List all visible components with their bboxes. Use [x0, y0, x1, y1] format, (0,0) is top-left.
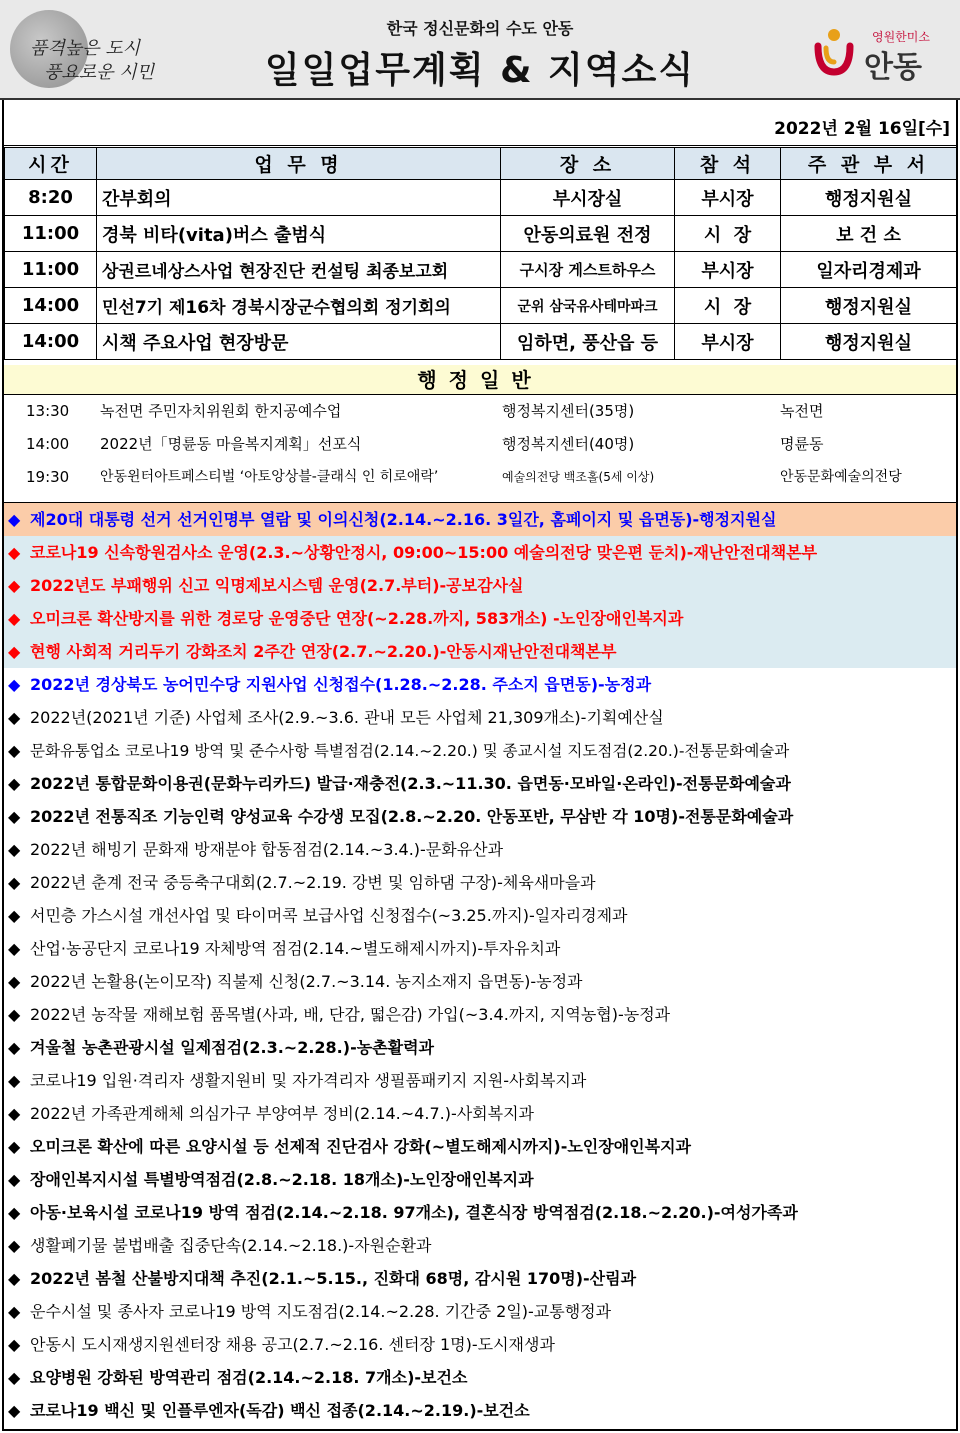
- cell-dept: 행정지원실: [781, 324, 957, 360]
- cell-place: 안동의료원 전정: [501, 216, 675, 252]
- news-list: [4, 502, 956, 1427]
- table-row: [5, 324, 957, 360]
- admin-time: 19:30: [26, 468, 70, 486]
- list-item: [4, 569, 956, 602]
- diamond-bullet-icon: ◆: [8, 1038, 21, 1057]
- news-text: 장애인복지시설 특별방역점검(2.8.~2.18. 18개소)-노인장애인복지과: [30, 1170, 534, 1189]
- cell-time: 11:00: [5, 216, 97, 252]
- list-item: [4, 1295, 956, 1328]
- cell-task: 경북 비타(vita)버스 출범식: [97, 216, 501, 252]
- news-text: 운수시설 및 종사자 코로나19 방역 지도점검(2.14.~2.28. 기간중 2일)-교통행정과: [30, 1302, 612, 1321]
- schedule-header-row: [5, 148, 957, 180]
- report-date: 2022년 2월 16일[수]: [4, 112, 956, 146]
- admin-time: 13:30: [26, 402, 70, 420]
- admin-place: 행정복지센터(40명): [502, 435, 635, 453]
- list-item: [4, 503, 956, 536]
- diamond-bullet-icon: ◆: [8, 939, 21, 958]
- news-text: 겨울철 농촌관광시설 일제점검(2.3.~2.28.)-농촌활력과: [30, 1038, 434, 1057]
- diamond-bullet-icon: ◆: [8, 1137, 21, 1156]
- list-item: [4, 1064, 956, 1097]
- news-text: 2022년 춘계 전국 중등축구대회(2.7.~2.19. 강변 및 임하댐 구장)-체육새마을과: [30, 873, 596, 892]
- admin-list: [4, 396, 956, 496]
- news-text: 2022년 통합문화이용권(문화누리카드) 발급·재충전(2.3.~11.30. 읍면동·모바일·온라인)-전통문화예술과: [30, 774, 791, 793]
- diamond-bullet-icon: ◆: [8, 1401, 21, 1420]
- col-header-attendee: 참 석: [675, 148, 781, 180]
- admin-task: 녹전면 주민자치위원회 한지공예수업: [100, 402, 342, 420]
- list-item: [4, 602, 956, 635]
- list-item: [4, 1031, 956, 1064]
- news-text: 코로나19 신속항원검사소 운영(2.3.~상황안정시, 09:00~15:00 예술의전당 맞은편 둔치)-재난안전대책본부: [30, 543, 818, 562]
- news-text: 요양병원 강화된 방역관리 점검(2.14.~2.18. 7개소)-보건소: [30, 1368, 468, 1387]
- list-item: [4, 1262, 956, 1295]
- cell-task: 민선7기 제16차 경북시장군수협의회 정기회의: [97, 288, 501, 324]
- cell-attendee: 시 장: [675, 216, 781, 252]
- cell-task: 간부회의: [97, 180, 501, 216]
- news-text: 2022년(2021년 기준) 사업체 조사(2.9.~3.6. 관내 모든 사업체 21,309개소)-기획예산실: [30, 708, 664, 727]
- diamond-bullet-icon: ◆: [8, 873, 21, 892]
- cell-time: 11:00: [5, 252, 97, 288]
- cell-time: 14:00: [5, 288, 97, 324]
- document-body: [2, 100, 958, 1431]
- diamond-bullet-icon: ◆: [8, 576, 21, 595]
- diamond-bullet-icon: ◆: [8, 1005, 21, 1024]
- cell-place: 구시장 게스트하우스: [501, 252, 675, 288]
- schedule-table: [4, 147, 957, 360]
- diamond-bullet-icon: ◆: [8, 1236, 21, 1255]
- list-item: [4, 1130, 956, 1163]
- list-item: [4, 1097, 956, 1130]
- diamond-bullet-icon: ◆: [8, 1104, 21, 1123]
- cell-dept: 보 건 소: [781, 216, 957, 252]
- list-item: [4, 1361, 956, 1394]
- news-text: 2022년 봄철 산불방지대책 추진(2.1.~5.15., 진화대 68명, 감시원 170명)-산림과: [30, 1269, 637, 1288]
- andong-brand-logo: [812, 22, 942, 85]
- diamond-bullet-icon: ◆: [8, 1302, 21, 1321]
- news-text: 2022년 논활용(논이모작) 직불제 신청(2.7.~3.14. 농지소재지 읍면동)-농정과: [30, 972, 583, 991]
- table-row: [5, 180, 957, 216]
- page-title: 일일업무계획 & 지역소식: [264, 50, 696, 91]
- news-text: 코로나19 입원·격리자 생활지원비 및 자가격리자 생필품패키지 지원-사회복지과: [30, 1071, 587, 1090]
- news-text: 오미크론 확산에 따른 요양시설 등 선제적 진단검사 강화(~별도해제시까지)-노인장애인복지과: [30, 1137, 691, 1156]
- admin-dept: 안동문화예술의전당: [780, 469, 902, 485]
- admin-task: 2022년「명륜동 마을복지계획」선포식: [100, 435, 362, 453]
- cell-place: 부시장실: [501, 180, 675, 216]
- cell-attendee: 부시장: [675, 180, 781, 216]
- news-text: 서민층 가스시설 개선사업 및 타이머콕 보급사업 신청접수(~3.25.까지)-일자리경제과: [30, 906, 628, 925]
- admin-time: 14:00: [26, 435, 70, 453]
- news-text: 아동·보육시설 코로나19 방역 점검(2.14.~2.18. 97개소), 결혼식장 방역점검(2.18.~2.20.)-여성가족과: [30, 1203, 798, 1222]
- diamond-bullet-icon: ◆: [8, 1203, 21, 1222]
- list-item: [4, 833, 956, 866]
- list-item: [4, 866, 956, 899]
- col-header-time: 시간: [5, 148, 97, 180]
- table-row: [5, 252, 957, 288]
- news-text: 2022년 해빙기 문화재 방재분야 합동점검(2.14.~3.4.)-문화유산과: [30, 840, 504, 859]
- list-item: [4, 899, 956, 932]
- news-text: 안동시 도시재생지원센터장 채용 공고(2.7.~2.16. 센터장 1명)-도시재생과: [30, 1335, 555, 1354]
- cell-time: 8:20: [5, 180, 97, 216]
- list-item: [4, 1328, 956, 1361]
- news-text: 2022년 경상북도 농어민수당 지원사업 신청접수(1.28.~2.28. 주소지 읍면동)-농정과: [30, 675, 652, 694]
- news-text: 오미크론 확산방지를 위한 경로당 운영중단 연장(~2.28.까지, 583개소) -노인장애인복지과: [30, 609, 684, 628]
- slogan-line-2: 풍요로운 시민: [44, 62, 155, 83]
- news-text: 2022년 농작물 재해보험 품목별(사과, 배, 단감, 떫은감) 가입(~3.4.까지, 지역농협)-농정과: [30, 1005, 671, 1024]
- admin-task: 안동윈터아트페스티벌 ‘아토앙상블-클래식 인 히로애락’: [100, 469, 439, 485]
- list-item: [4, 1163, 956, 1196]
- list-item: [4, 701, 956, 734]
- header-subtitle: 한국 정신문화의 수도 안동: [386, 19, 574, 38]
- diamond-bullet-icon: ◆: [8, 708, 21, 727]
- diamond-bullet-icon: ◆: [8, 774, 21, 793]
- diamond-bullet-icon: ◆: [8, 972, 21, 991]
- list-item: [4, 734, 956, 767]
- diamond-bullet-icon: ◆: [8, 543, 21, 562]
- news-text: 생활폐기물 불법배출 집중단속(2.14.~2.18.)-자원순환과: [30, 1236, 432, 1255]
- cell-task: 시책 주요사업 현장방문: [97, 324, 501, 360]
- list-item: [4, 800, 956, 833]
- list-item: [4, 536, 956, 569]
- col-header-place: 장 소: [501, 148, 675, 180]
- admin-dept: 녹전면: [780, 402, 824, 420]
- news-text: 2022년 가족관계해체 의심가구 부양여부 정비(2.14.~4.7.)-사회복지과: [30, 1104, 535, 1123]
- diamond-bullet-icon: ◆: [8, 807, 21, 826]
- col-header-dept: 주 관 부 서: [781, 148, 957, 180]
- diamond-bullet-icon: ◆: [8, 642, 21, 661]
- list-item: [4, 998, 956, 1031]
- diamond-bullet-icon: ◆: [8, 741, 21, 760]
- cell-time: 14:00: [5, 324, 97, 360]
- col-header-task: 업 무 명: [97, 148, 501, 180]
- cell-attendee: 부시장: [675, 252, 781, 288]
- diamond-bullet-icon: ◆: [8, 1368, 21, 1387]
- diamond-bullet-icon: ◆: [8, 510, 21, 529]
- diamond-bullet-icon: ◆: [8, 1170, 21, 1189]
- list-item: [4, 1394, 956, 1427]
- cell-attendee: 부시장: [675, 324, 781, 360]
- page-header: [0, 0, 960, 100]
- table-row: [5, 216, 957, 252]
- diamond-bullet-icon: ◆: [8, 840, 21, 859]
- cell-attendee: 시 장: [675, 288, 781, 324]
- smile-logo-icon: [812, 26, 856, 76]
- list-item: [4, 965, 956, 998]
- news-text: 문화유통업소 코로나19 방역 및 준수사항 특별점검(2.14.~2.20.) 및 종교시설 지도점검(2.20.)-전통문화예술과: [30, 742, 790, 760]
- diamond-bullet-icon: ◆: [8, 1335, 21, 1354]
- cell-place: 임하면, 풍산읍 등: [501, 324, 675, 360]
- list-item: [4, 932, 956, 965]
- diamond-bullet-icon: ◆: [8, 609, 21, 628]
- news-text: 2022년도 부패행위 신고 익명제보시스템 운영(2.7.부터)-공보감사실: [30, 576, 524, 595]
- news-text: 제20대 대통령 선거 선거인명부 열람 및 이의신청(2.14.~2.16. 3일간, 홈페이지 및 읍면동)-행정지원실: [30, 510, 777, 529]
- slogan-line-1: 품격높은 도시: [30, 38, 141, 59]
- cell-dept: 행정지원실: [781, 288, 957, 324]
- cell-dept: 일자리경제과: [781, 252, 957, 288]
- admin-row: [4, 396, 956, 426]
- cell-place: 군위 삼국유사테마파크: [501, 288, 675, 324]
- news-text: 현행 사회적 거리두기 강화조치 2주간 연장(2.7.~2.20.)-안동시재난안전대책본부: [30, 642, 617, 661]
- admin-section-heading: 행정일반: [4, 365, 956, 395]
- news-text: 코로나19 백신 및 인플루엔자(독감) 백신 접종(2.14.~2.19.)-보건소: [30, 1401, 530, 1420]
- diamond-bullet-icon: ◆: [8, 1071, 21, 1090]
- admin-row: [4, 462, 956, 492]
- list-item: [4, 1196, 956, 1229]
- brand-tagline: 영원한미소: [872, 30, 930, 44]
- cell-task: 상권르네상스사업 현장진단 컨설팅 최종보고회: [97, 252, 501, 288]
- admin-dept: 명륜동: [780, 435, 824, 453]
- diamond-bullet-icon: ◆: [8, 675, 21, 694]
- list-item: [4, 635, 956, 668]
- admin-place: 예술의전당 백조홀(5세 이상): [502, 470, 655, 484]
- news-text: 2022년 전통직조 기능인력 양성교육 수강생 모집(2.8.~2.20. 안동포반, 무삼반 각 10명)-전통문화예술과: [30, 807, 794, 826]
- admin-row: [4, 429, 956, 459]
- list-item: [4, 767, 956, 800]
- admin-place: 행정복지센터(35명): [502, 402, 635, 420]
- cell-dept: 행정지원실: [781, 180, 957, 216]
- table-row: [5, 288, 957, 324]
- news-text: 산업·농공단지 코로나19 자체방역 점검(2.14.~별도해제시까지)-투자유치과: [30, 939, 561, 958]
- list-item: [4, 668, 956, 701]
- diamond-bullet-icon: ◆: [8, 1269, 21, 1288]
- diamond-bullet-icon: ◆: [8, 906, 21, 925]
- list-item: [4, 1229, 956, 1262]
- brand-name: 안동: [864, 50, 922, 85]
